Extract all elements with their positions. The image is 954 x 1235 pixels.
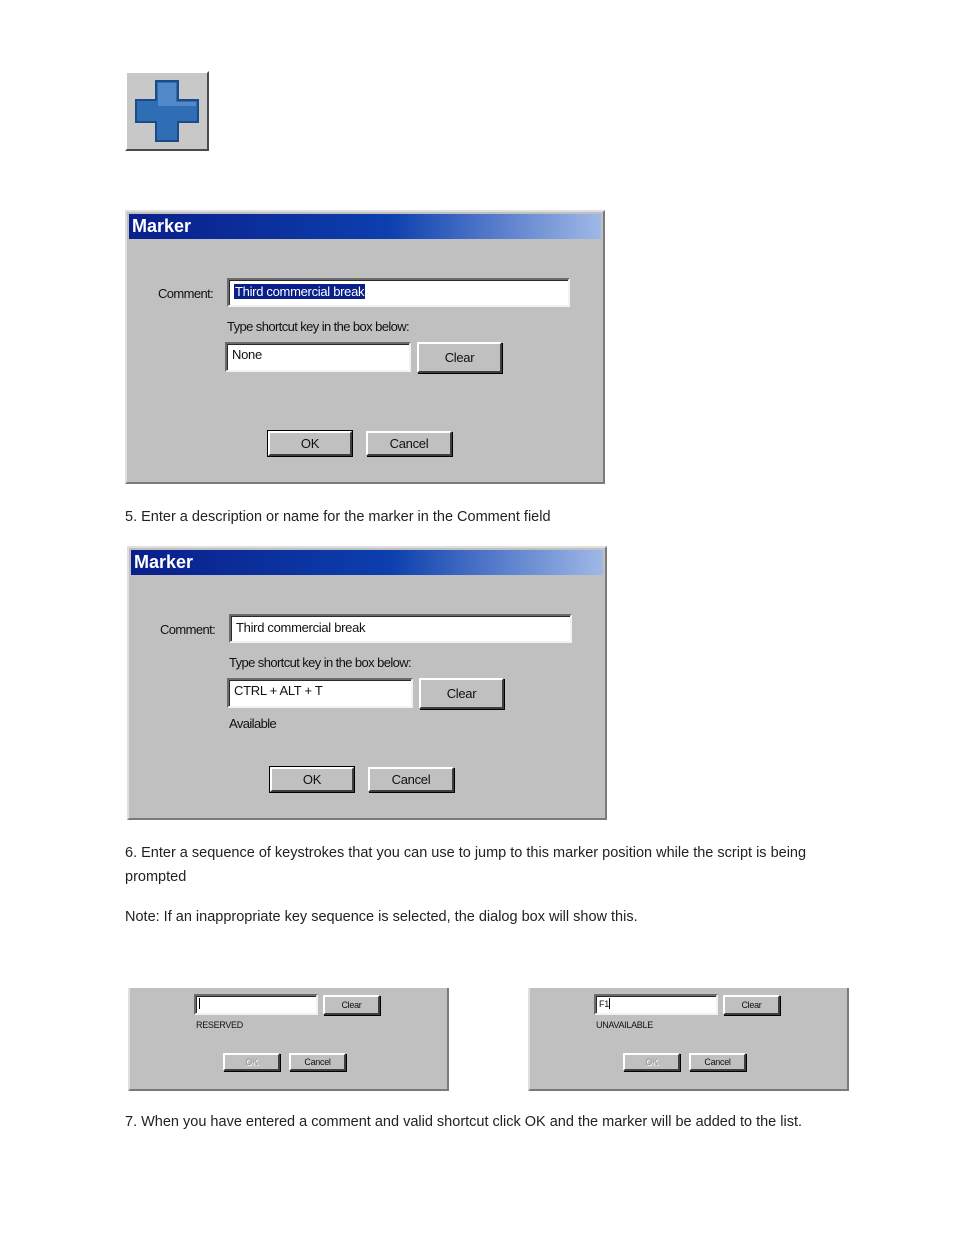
ok-button[interactable]: OK bbox=[268, 431, 352, 456]
clear-button[interactable]: Clear bbox=[323, 995, 380, 1015]
comment-label: Comment: bbox=[160, 622, 216, 637]
shortcut-status: UNAVAILABLE bbox=[596, 1020, 653, 1030]
text-cursor bbox=[199, 998, 200, 1009]
comment-selected-text: Third commercial break bbox=[235, 284, 365, 299]
shortcut-value: F1 bbox=[599, 999, 609, 1009]
unavailable-dialog-crop bbox=[528, 988, 849, 1091]
dialog-title: Marker bbox=[129, 214, 601, 239]
clear-button[interactable]: Clear bbox=[723, 995, 780, 1015]
ok-button[interactable]: OK bbox=[270, 767, 354, 792]
shortcut-prompt: Type shortcut key in the box below: bbox=[229, 655, 412, 670]
shortcut-status: RESERVED bbox=[196, 1020, 243, 1030]
marker-dialog-filled bbox=[127, 546, 607, 820]
add-marker-plus-icon[interactable] bbox=[125, 71, 209, 151]
comment-input[interactable] bbox=[227, 278, 570, 307]
marker-dialog-initial bbox=[125, 210, 605, 484]
cancel-button[interactable]: Cancel bbox=[366, 431, 452, 456]
step-7-text: 7. When you have entered a comment and valid shortcut click OK and the marker will be added to the list. bbox=[125, 1114, 803, 1130]
clear-button[interactable]: Clear bbox=[417, 342, 502, 373]
cancel-button[interactable]: Cancel bbox=[368, 767, 454, 792]
reserved-dialog-crop bbox=[128, 988, 449, 1091]
clear-button[interactable]: Clear bbox=[419, 678, 504, 709]
shortcut-status: Available bbox=[229, 716, 277, 731]
note-text: Note: If an inappropriate key sequence is selected, the dialog box will show this. bbox=[125, 909, 638, 925]
comment-label: Comment: bbox=[158, 286, 214, 301]
shortcut-input[interactable] bbox=[194, 994, 318, 1015]
cancel-button[interactable]: Cancel bbox=[689, 1053, 746, 1071]
ok-button: OK bbox=[223, 1053, 280, 1071]
text-cursor bbox=[609, 998, 610, 1009]
dialog-title: Marker bbox=[131, 550, 603, 575]
shortcut-input[interactable]: None bbox=[225, 342, 411, 372]
ok-button: OK bbox=[623, 1053, 680, 1071]
shortcut-prompt: Type shortcut key in the box below: bbox=[227, 319, 410, 334]
step-6-text: 6. Enter a sequence of keystrokes that you can use to jump to this marker position while the script is being prompted bbox=[125, 845, 807, 885]
cancel-button[interactable]: Cancel bbox=[289, 1053, 346, 1071]
step-5-text: 5. Enter a description or name for the marker in the Comment field bbox=[125, 509, 551, 525]
shortcut-input[interactable]: CTRL + ALT + T bbox=[227, 678, 413, 708]
comment-input[interactable]: Third commercial break bbox=[229, 614, 572, 643]
shortcut-input[interactable] bbox=[594, 994, 718, 1015]
